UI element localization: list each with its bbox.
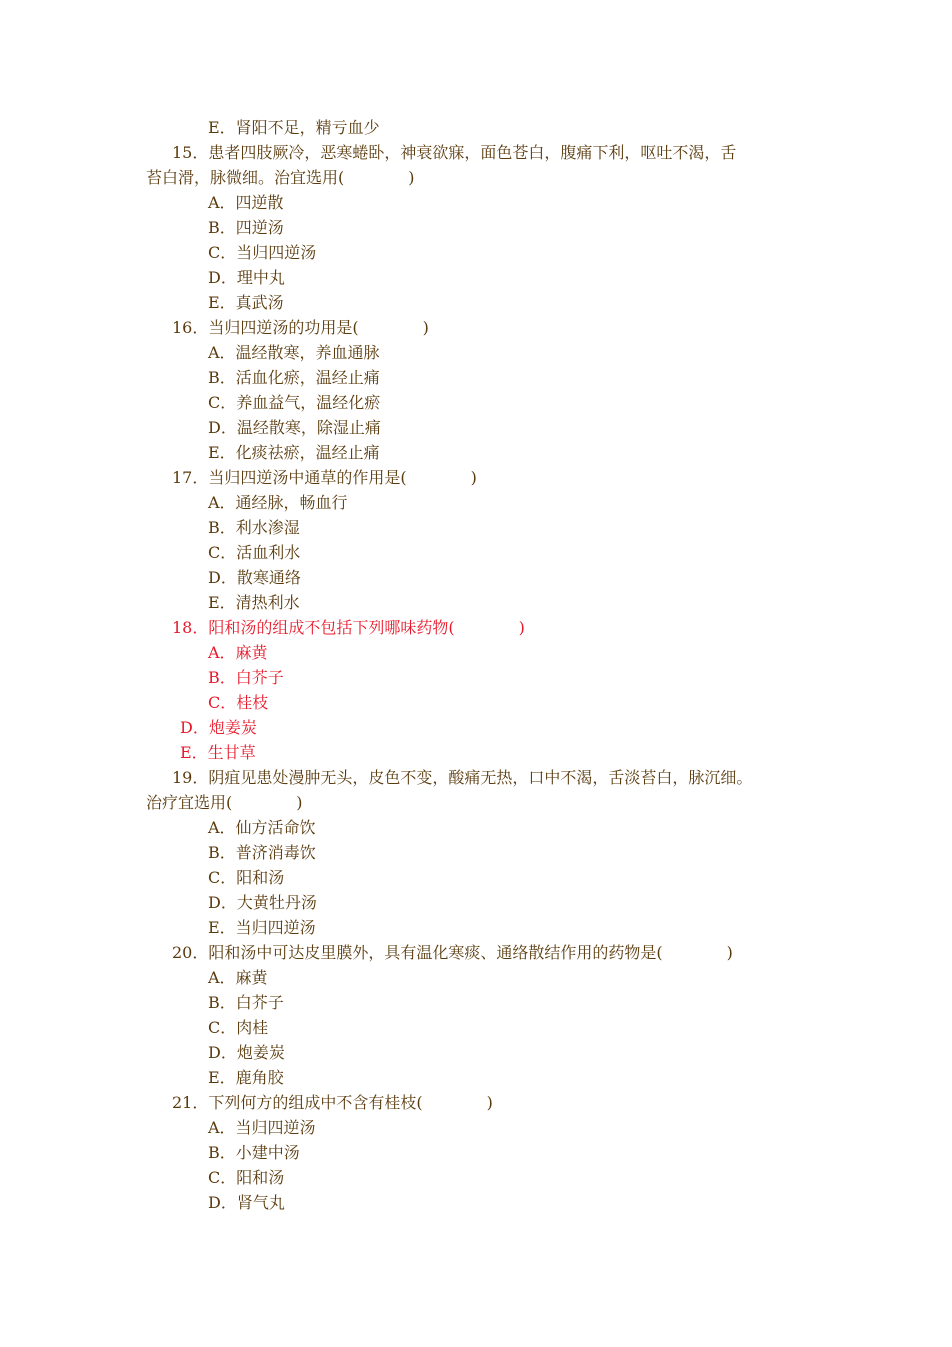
q16-option-b: B．活血化瘀，温经止痛 [208,368,380,387]
question-20-stem: 20．阳和汤中可达皮里膜外，具有温化寒痰、通络散结作用的药物是( ) [172,943,733,962]
q16-option-d: D．温经散寒，除湿止痛 [208,418,381,437]
question-16-stem: 16．当归四逆汤的功用是( ) [172,318,429,337]
q19-option-b: B．普济消毒饮 [208,843,316,862]
q20-option-d: D．炮姜炭 [208,1043,285,1062]
q19-option-e: E．当归四逆汤 [208,918,316,937]
q15-option-a: A．四逆散 [208,193,284,212]
q15-option-d: D．理中丸 [208,268,285,287]
question-19-stem: 19．阴疽见患处漫肿无头，皮色不变，酸痛无热，口中不渴，舌淡苔白，脉沉细。 [172,768,753,787]
q19-option-c: C．阳和汤 [208,868,285,887]
q17-option-b: B．利水渗湿 [208,518,300,537]
q16-option-a: A．温经散寒，养血通脉 [208,343,380,362]
question-15-stem: 15．患者四肢厥冷，恶寒蜷卧，神衰欲寐，面色苍白，腹痛下利，呕吐不渴，舌 [172,143,737,162]
q21-option-c: C．阳和汤 [208,1168,285,1187]
q16-option-c: C．养血益气，温经化瘀 [208,393,381,412]
q21-option-d: D．肾气丸 [208,1193,285,1212]
q18-option-a: A．麻黄 [208,643,268,662]
prev-option-e: E．肾阳不足，精亏血少 [208,118,380,137]
q20-option-b: B．白芥子 [208,993,284,1012]
question-17-stem: 17．当归四逆汤中通草的作用是( ) [172,468,477,487]
q18-option-c: C．桂枝 [208,693,269,712]
q18-option-d: D．炮姜炭 [180,718,257,737]
q21-option-a: A．当归四逆汤 [208,1118,316,1137]
q16-option-e: E．化痰祛瘀，温经止痛 [208,443,380,462]
q20-option-c: C．肉桂 [208,1018,269,1037]
q17-option-d: D．散寒通络 [208,568,301,587]
q15-option-b: B．四逆汤 [208,218,284,237]
q17-option-a: A．通经脉，畅血行 [208,493,348,512]
q18-option-e: E．生甘草 [180,743,256,762]
q17-option-e: E．清热利水 [208,593,300,612]
q19-option-a: A．仙方活命饮 [208,818,316,837]
q15-option-e: E．真武汤 [208,293,284,312]
q21-option-b: B．小建中汤 [208,1143,300,1162]
question-21-stem: 21．下列何方的组成中不含有桂枝( ) [172,1093,493,1112]
q20-option-e: E．鹿角胶 [208,1068,284,1087]
q15-option-c: C．当归四逆汤 [208,243,317,262]
q18-option-b: B．白芥子 [208,668,284,687]
q20-option-a: A．麻黄 [208,968,268,987]
q17-option-c: C．活血利水 [208,543,301,562]
question-19-stem-cont: 治疗宜选用( ) [146,793,303,812]
q19-option-d: D．大黄牡丹汤 [208,893,317,912]
question-15-stem-cont: 苔白滑，脉微细。治宜选用( ) [146,168,415,187]
question-18-stem: 18．阳和汤的组成不包括下列哪味药物( ) [172,618,525,637]
